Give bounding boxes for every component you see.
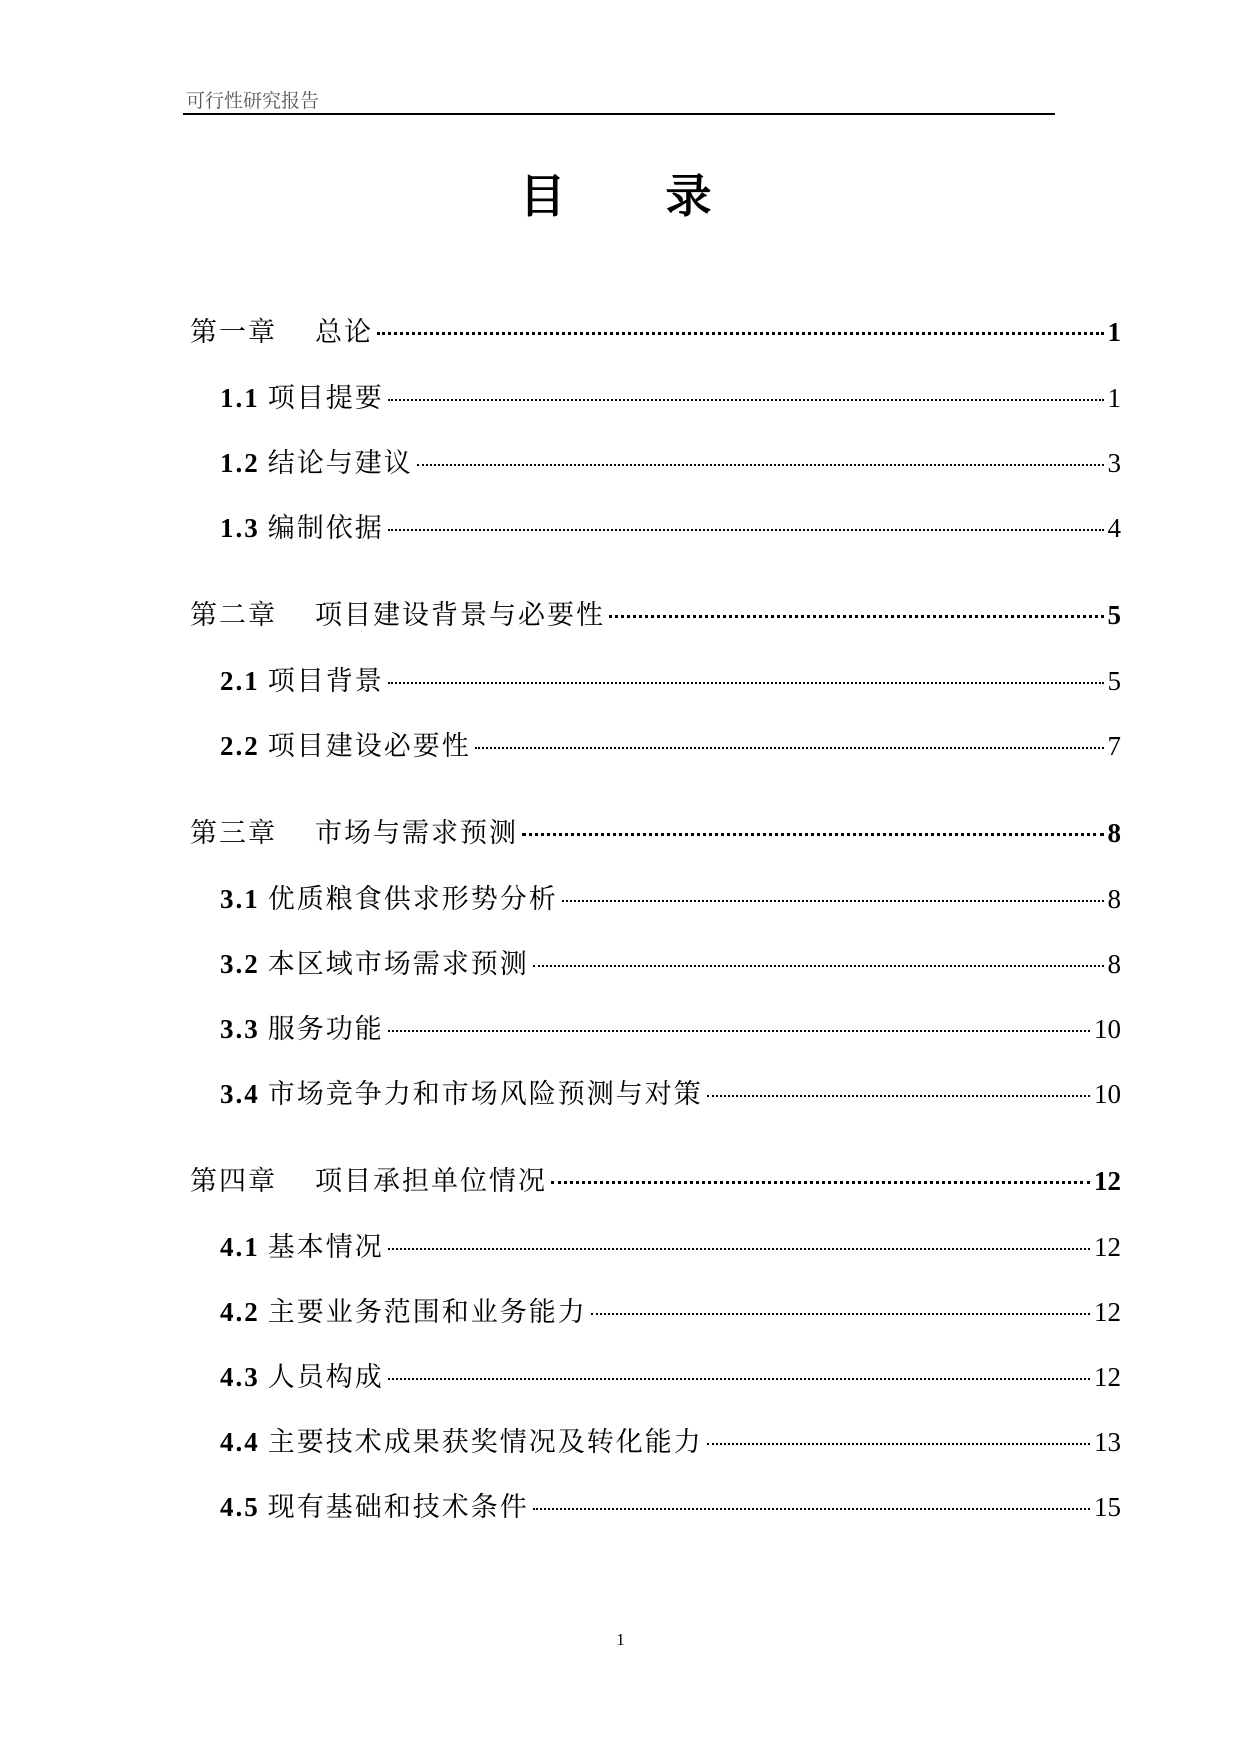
section-title: 基本情况 — [267, 1232, 384, 1263]
page-ref: 10 — [1094, 1014, 1121, 1044]
dot-leader — [551, 1181, 1090, 1184]
section-title: 现有基础和技术条件 — [267, 1492, 529, 1523]
page-ref: 8 — [1107, 949, 1121, 979]
toc-entry-section-4-3[interactable] — [220, 1355, 1121, 1394]
toc-entry-section-4-5[interactable] — [220, 1485, 1121, 1524]
page-ref: 8 — [1107, 818, 1121, 848]
page-ref: 13 — [1094, 1427, 1121, 1457]
toc-entry-section-4-2[interactable] — [220, 1290, 1121, 1329]
dot-leader — [609, 615, 1104, 618]
section-number: 4.5 — [220, 1492, 260, 1522]
chapter-title: 项目建设背景与必要性 — [315, 600, 605, 631]
page-ref: 12 — [1094, 1166, 1121, 1196]
section-number: 1.1 — [220, 383, 260, 413]
dot-leader — [707, 1443, 1090, 1445]
section-number: 2.1 — [220, 666, 260, 696]
toc-entry-chapter-3[interactable] — [190, 811, 1121, 850]
dot-leader — [707, 1095, 1090, 1097]
toc-entry-section-1-3[interactable] — [220, 506, 1121, 545]
section-title: 编制依据 — [267, 513, 384, 544]
dot-leader — [475, 747, 1104, 749]
section-title: 人员构成 — [267, 1362, 384, 1393]
chapter-label: 第一章 — [190, 317, 277, 348]
toc-entry-section-4-1[interactable] — [220, 1225, 1121, 1264]
page-ref: 12 — [1094, 1232, 1121, 1262]
section-title: 项目提要 — [267, 383, 384, 414]
section-number: 1.3 — [220, 513, 260, 543]
section-number: 4.2 — [220, 1297, 260, 1327]
chapter-label: 第三章 — [190, 818, 277, 849]
section-title: 主要技术成果获奖情况及转化能力 — [267, 1427, 703, 1458]
section-title: 服务功能 — [267, 1014, 384, 1045]
page-ref: 5 — [1107, 600, 1121, 630]
section-title: 结论与建议 — [267, 448, 413, 479]
toc-entry-section-3-4[interactable] — [220, 1072, 1121, 1111]
toc-entry-section-3-1[interactable] — [220, 877, 1121, 916]
page-ref: 12 — [1094, 1297, 1121, 1327]
toc-entry-section-3-3[interactable] — [220, 1007, 1121, 1046]
toc-entry-section-1-1[interactable] — [220, 376, 1121, 415]
section-title: 市场竞争力和市场风险预测与对策 — [267, 1079, 703, 1110]
page-ref: 10 — [1094, 1079, 1121, 1109]
page-ref: 8 — [1107, 884, 1121, 914]
dot-leader — [533, 965, 1104, 967]
header-rule — [183, 113, 1055, 115]
chapter-title: 项目承担单位情况 — [315, 1166, 547, 1197]
dot-leader — [417, 464, 1104, 466]
page-ref: 1 — [1107, 317, 1121, 347]
dot-leader — [522, 833, 1104, 836]
dot-leader — [388, 1248, 1090, 1250]
dot-leader — [562, 900, 1104, 902]
toc-entry-chapter-2[interactable] — [190, 593, 1121, 632]
section-title: 项目背景 — [267, 666, 384, 697]
toc-entry-chapter-4[interactable] — [190, 1159, 1121, 1198]
section-number: 3.3 — [220, 1014, 260, 1044]
page-ref: 3 — [1107, 448, 1121, 478]
section-number: 3.1 — [220, 884, 260, 914]
section-number: 4.1 — [220, 1232, 260, 1262]
section-title: 主要业务范围和业务能力 — [267, 1297, 587, 1328]
page-ref: 1 — [1107, 383, 1121, 413]
toc-entry-section-2-1[interactable] — [220, 659, 1121, 698]
page-ref: 15 — [1094, 1492, 1121, 1522]
page-ref: 12 — [1094, 1362, 1121, 1392]
running-header: 可行性研究报告 — [186, 90, 320, 112]
section-number: 4.4 — [220, 1427, 260, 1457]
section-title: 本区域市场需求预测 — [267, 949, 529, 980]
dot-leader — [591, 1313, 1090, 1315]
toc-title: 目录 — [519, 169, 812, 223]
page-ref: 7 — [1107, 731, 1121, 761]
section-title: 项目建设必要性 — [267, 731, 471, 762]
dot-leader — [388, 1378, 1090, 1380]
section-number: 4.3 — [220, 1362, 260, 1392]
dot-leader — [388, 1030, 1090, 1032]
dot-leader — [388, 682, 1104, 684]
section-number: 1.2 — [220, 448, 260, 478]
toc-entry-section-2-2[interactable] — [220, 724, 1121, 763]
chapter-label: 第四章 — [190, 1166, 277, 1197]
page-ref: 4 — [1107, 513, 1121, 543]
chapter-title: 总论 — [315, 317, 373, 348]
dot-leader — [388, 529, 1104, 531]
dot-leader — [377, 332, 1104, 335]
toc-entry-section-1-2[interactable] — [220, 441, 1121, 480]
page-ref: 5 — [1107, 666, 1121, 696]
section-number: 3.2 — [220, 949, 260, 979]
chapter-label: 第二章 — [190, 600, 277, 631]
toc-entry-chapter-1[interactable] — [190, 310, 1121, 349]
section-number: 3.4 — [220, 1079, 260, 1109]
chapter-title: 市场与需求预测 — [315, 818, 518, 849]
toc-entry-section-3-2[interactable] — [220, 942, 1121, 981]
dot-leader — [388, 399, 1104, 401]
page-number: 1 — [616, 1630, 625, 1649]
toc-entry-section-4-4[interactable] — [220, 1420, 1121, 1459]
section-number: 2.2 — [220, 731, 260, 761]
dot-leader — [533, 1508, 1090, 1510]
section-title: 优质粮食供求形势分析 — [267, 884, 558, 915]
